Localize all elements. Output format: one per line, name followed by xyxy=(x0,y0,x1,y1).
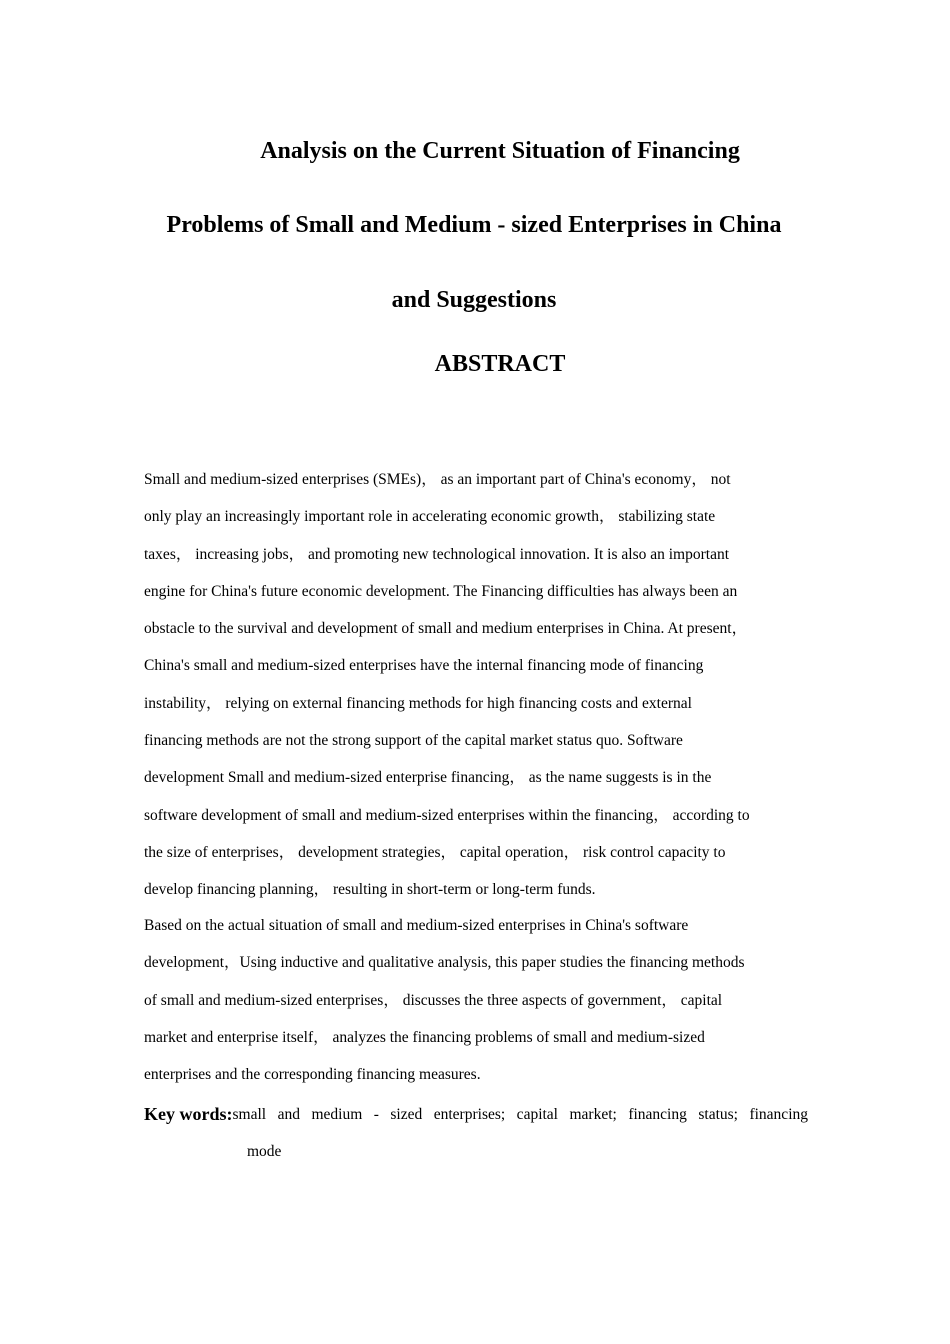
paragraph-line: development Small and medium-sized enterprise financing， as the name suggests is in the xyxy=(144,769,712,787)
keywords-text: small and medium - sized enterprises; capital market; financing status; financing xyxy=(232,1106,808,1123)
paragraph-line: the size of enterprises， development strategies， capital operation， risk control capacity to xyxy=(144,843,726,861)
paragraph-line: develop financing planning， resulting in short-term or long-term funds. xyxy=(144,881,596,899)
paragraph-line: financing methods are not the strong support of the capital market status quo. Software xyxy=(144,732,683,750)
keywords xyxy=(144,1096,808,1170)
paragraph-line: enterprises and the corresponding financing measures. xyxy=(144,1066,481,1084)
title-line-2: Problems of Small and Medium - sized Enterprises in China xyxy=(166,212,782,238)
paragraph-line: development，Using inductive and qualitative analysis, this paper studies the financing methods xyxy=(144,954,745,972)
paragraph-line: obstacle to the survival and development of small and medium enterprises in China. At present， xyxy=(144,620,748,638)
paragraph-line: taxes， increasing jobs， and promoting new technological innovation. It is also an important xyxy=(144,545,730,563)
paragraph-line: instability， relying on external financing methods for high financing costs and external xyxy=(144,694,692,712)
keywords-label: Key words: xyxy=(144,1104,233,1124)
title-line-1: Analysis on the Current Situation of Financing xyxy=(260,138,740,164)
abstract-paragraph-1 xyxy=(144,461,808,909)
paragraph-line: Based on the actual situation of small and medium-sized enterprises in China's software xyxy=(144,917,689,934)
paragraph-line: engine for China's future economic development. The Financing difficulties has always been an xyxy=(144,582,738,600)
paragraph-line: only play an increasingly important role in accelerating economic growth， stabilizing state xyxy=(144,508,716,526)
paragraph-line: Small and medium-sized enterprises (SMEs)， as an important part of China's economy， not xyxy=(144,471,731,488)
keywords-continuation: mode xyxy=(247,1143,282,1160)
title-line-3: and Suggestions xyxy=(391,287,557,313)
abstract-paragraph-2 xyxy=(144,907,808,1093)
paragraph-line: China's small and medium-sized enterprises have the internal financing mode of financing xyxy=(144,657,704,675)
paragraph-line: software development of small and medium-sized enterprises within the financing， according to xyxy=(144,806,750,824)
abstract-heading: ABSTRACT xyxy=(434,351,566,377)
paragraph-line: of small and medium-sized enterprises， discusses the three aspects of government， capital xyxy=(144,991,723,1009)
paragraph-line: market and enterprise itself， analyzes the financing problems of small and medium-sized xyxy=(144,1028,705,1046)
